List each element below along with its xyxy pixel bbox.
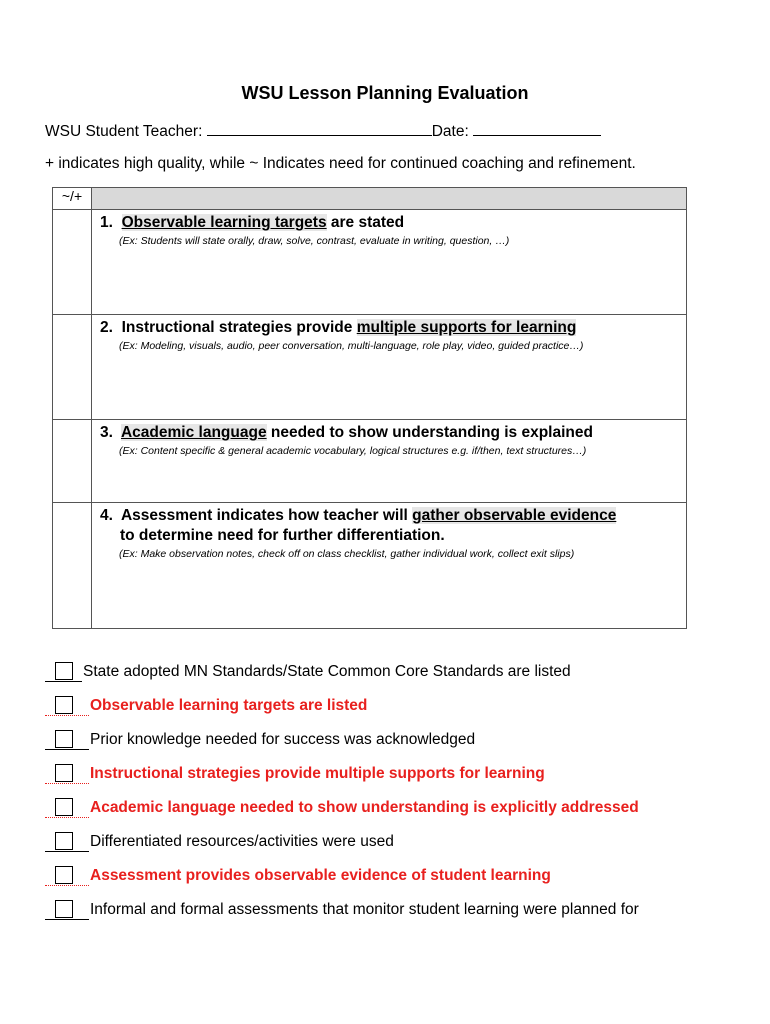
mark-cell-2[interactable]: [53, 315, 92, 420]
evaluation-table: [52, 187, 687, 629]
criterion-cell-2: [92, 315, 687, 420]
criterion-title-3: [92, 420, 686, 443]
teacher-name-field[interactable]: [207, 121, 432, 136]
legend-text: + indicates high quality, while ~ Indicates need for continued coaching and refinement.: [45, 155, 636, 172]
checkbox[interactable]: [55, 900, 73, 918]
date-label: Date:: [431, 123, 469, 140]
criterion-cell-1: [92, 210, 687, 315]
table-row: [53, 420, 687, 503]
criterion-number: 2.: [100, 319, 113, 336]
mark-column-header: ~/+: [53, 188, 92, 210]
criterion-example-2: (Ex: Modeling, visuals, audio, peer conversation, multi-language, role play, video, guided practice…): [119, 340, 584, 352]
criterion-example-4: (Ex: Make observation notes, check off on class checklist, gather individual work, collect exit slips): [119, 548, 575, 560]
underline-blank: [45, 681, 82, 682]
table-row: [53, 503, 687, 629]
underline-blank: [45, 715, 89, 716]
checkbox[interactable]: [55, 696, 73, 714]
checklist-item-label: Instructional strategies provide multiple supports for learning: [90, 765, 545, 782]
criterion-number: 3.: [100, 424, 113, 441]
underline-blank: [45, 783, 89, 784]
mark-cell-3[interactable]: [53, 420, 92, 503]
checklist-item-label: Observable learning targets are listed: [90, 697, 368, 714]
criterion-cell-3: [92, 420, 687, 503]
criterion-text-after: are stated: [326, 214, 405, 231]
underline-blank: [45, 851, 89, 852]
mark-cell-4[interactable]: [53, 503, 92, 629]
teacher-label: WSU Student Teacher:: [45, 123, 203, 140]
criterion-cell-4: [92, 503, 687, 629]
mark-cell-1[interactable]: [53, 210, 92, 315]
checklist-item-label: State adopted MN Standards/State Common Core Standards are listed: [83, 663, 571, 680]
underline-blank: [45, 885, 89, 886]
checklist-item-label: Assessment provides observable evidence of student learning: [90, 867, 551, 884]
criterion-example-1: (Ex: Students will state orally, draw, solve, contrast, evaluate in writing, question, …): [119, 235, 510, 247]
criterion-highlight: Academic language: [120, 424, 267, 441]
table-row: [53, 210, 687, 315]
table-row: [53, 315, 687, 420]
criterion-example-3: (Ex: Content specific & general academic vocabulary, logical structures e.g. if/then, text structures…): [119, 445, 587, 457]
checklist-item-label: Differentiated resources/activities were used: [90, 833, 394, 850]
checkbox[interactable]: [55, 662, 73, 680]
underline-blank: [45, 817, 89, 818]
criterion-title-4: [92, 503, 686, 546]
table-header-row: [53, 188, 687, 210]
checklist-item-label: Academic language needed to show understanding is explicitly addressed: [90, 799, 639, 816]
checklist-item-label: Informal and formal assessments that monitor student learning were planned for: [90, 901, 639, 918]
criterion-text-line2: to determine need for further differentiation.: [120, 527, 445, 544]
checkbox[interactable]: [55, 798, 73, 816]
document-title: WSU Lesson Planning Evaluation: [241, 83, 529, 103]
header-shade-cell: [92, 188, 687, 210]
criterion-text: Instructional strategies provide: [121, 319, 357, 336]
criterion-number: 1.: [100, 214, 113, 231]
criterion-text-after: needed to show understanding is explained: [266, 424, 593, 441]
checklist-item-label: Prior knowledge needed for success was acknowledged: [90, 731, 476, 748]
checkbox[interactable]: [55, 764, 73, 782]
teacher-date-line: [45, 121, 601, 141]
date-field[interactable]: [473, 121, 601, 136]
criterion-highlight: Observable learning targets: [121, 214, 327, 231]
checkbox[interactable]: [55, 730, 73, 748]
criterion-title-2: [92, 315, 686, 338]
criterion-highlight: gather observable evidence: [412, 507, 617, 524]
checkbox[interactable]: [55, 832, 73, 850]
criterion-title-1: [92, 210, 686, 233]
checkbox[interactable]: [55, 866, 73, 884]
criterion-number: 4.: [100, 507, 113, 524]
underline-blank: [45, 749, 89, 750]
criterion-text: Assessment indicates how teacher will: [120, 507, 413, 524]
underline-blank: [45, 919, 89, 920]
criterion-highlight: multiple supports for learning: [356, 319, 577, 336]
